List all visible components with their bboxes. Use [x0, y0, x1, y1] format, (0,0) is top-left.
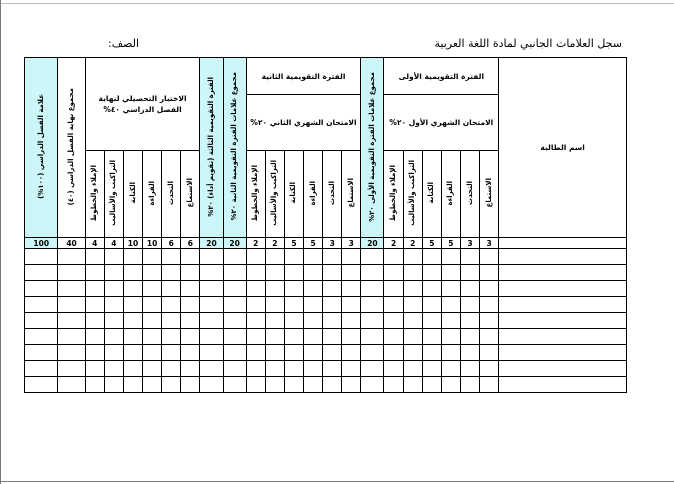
score-cell: 5	[284, 238, 303, 249]
score-cell: 40	[58, 238, 85, 249]
score-cell: 3	[323, 238, 342, 249]
score-cell: 5	[422, 238, 441, 249]
semester-mark-header: علامة الفصل الدراسي (١٠٠%)	[25, 58, 58, 238]
score-cell: 5	[441, 238, 460, 249]
p1-skill-reading: القراءة	[441, 151, 460, 238]
score-cell: 20	[200, 238, 223, 249]
student-row	[25, 297, 627, 313]
score-cell: 6	[162, 238, 181, 249]
window-left-edge	[0, 0, 1, 484]
p1-skill-listening: الاستماع	[480, 151, 499, 238]
final-skill-writing: الكتابة	[123, 151, 142, 238]
score-cell: 5	[304, 238, 323, 249]
score-cell: 20	[361, 238, 384, 249]
score-cell: 3	[342, 238, 361, 249]
period1-title: الفترة التقويمية الأولى	[384, 58, 499, 95]
p2-skill-reading: القراءة	[304, 151, 323, 238]
final-skill-dictation: الإملاء والخطوط	[85, 151, 104, 238]
student-row	[25, 361, 627, 377]
window-top-edge	[0, 0, 674, 4]
score-cell: 4	[85, 238, 104, 249]
final-exam-header: الاختبار التحصيلي لنهاية الفصل الدراسي ٤٠%	[85, 58, 200, 151]
period2-exam: الامتحان الشهري الثاني ٢٠%	[246, 95, 361, 151]
student-row	[25, 281, 627, 297]
class-label: الصف:	[108, 37, 140, 50]
student-row	[25, 265, 627, 281]
score-cell: 100	[25, 238, 58, 249]
p1-skill-dictation: الإملاء والخطوط	[384, 151, 403, 238]
p2-skill-writing: الكتابة	[284, 151, 303, 238]
p2-skill-dictation: الإملاء والخطوط	[246, 151, 265, 238]
score-cell: 10	[123, 238, 142, 249]
max-scores-row	[25, 238, 627, 249]
name-cell	[499, 238, 627, 249]
score-cell: 3	[480, 238, 499, 249]
score-cell: 2	[265, 238, 284, 249]
window-bottom-edge	[0, 481, 674, 482]
document-title: سجل العلامات الجانبي لمادة اللغة العربية	[434, 37, 622, 50]
final-skill-structures: التراكيب والأساليب	[104, 151, 123, 238]
score-cell: 10	[143, 238, 162, 249]
score-cell: 6	[181, 238, 200, 249]
final-total-header: مجموع نهاية الفصل الدراسي (٤٠)	[58, 58, 85, 238]
student-row	[25, 345, 627, 361]
period1-exam: الامتحان الشهري الأول ٢٠%	[384, 95, 499, 151]
grades-table	[24, 57, 627, 393]
student-row	[25, 313, 627, 329]
score-cell: 2	[246, 238, 265, 249]
final-skill-reading: القراءة	[143, 151, 162, 238]
student-row	[25, 249, 627, 265]
final-skill-listening: الاستماع	[181, 151, 200, 238]
p1-skill-structures: التراكيب والأساليب	[403, 151, 422, 238]
score-cell: 2	[384, 238, 403, 249]
period1-total-header: مجموع علامات الفترة التقويمية الأولى ٢٠%	[361, 58, 384, 238]
period3-header: الفترة التقويمية الثالثة (تقويم أداء) ٢٠%	[200, 58, 223, 238]
p2-skill-structures: التراكيب والأساليب	[265, 151, 284, 238]
score-cell: 20	[223, 238, 246, 249]
final-skill-speaking: التحدث	[162, 151, 181, 238]
period2-total-header: مجموع علامات الفترة التقويمية الثانية ٢٠%	[223, 58, 246, 238]
p1-skill-writing: الكتابة	[422, 151, 441, 238]
score-cell: 2	[403, 238, 422, 249]
score-cell: 3	[460, 238, 479, 249]
period2-title: الفترة التقويمية الثانية	[246, 58, 361, 95]
score-cell: 4	[104, 238, 123, 249]
student-name-header: اسم الطالبة	[499, 58, 627, 238]
p1-skill-speaking: التحدث	[460, 151, 479, 238]
p2-skill-listening: الاستماع	[342, 151, 361, 238]
student-row	[25, 329, 627, 345]
p2-skill-speaking: التحدث	[323, 151, 342, 238]
student-row	[25, 377, 627, 393]
